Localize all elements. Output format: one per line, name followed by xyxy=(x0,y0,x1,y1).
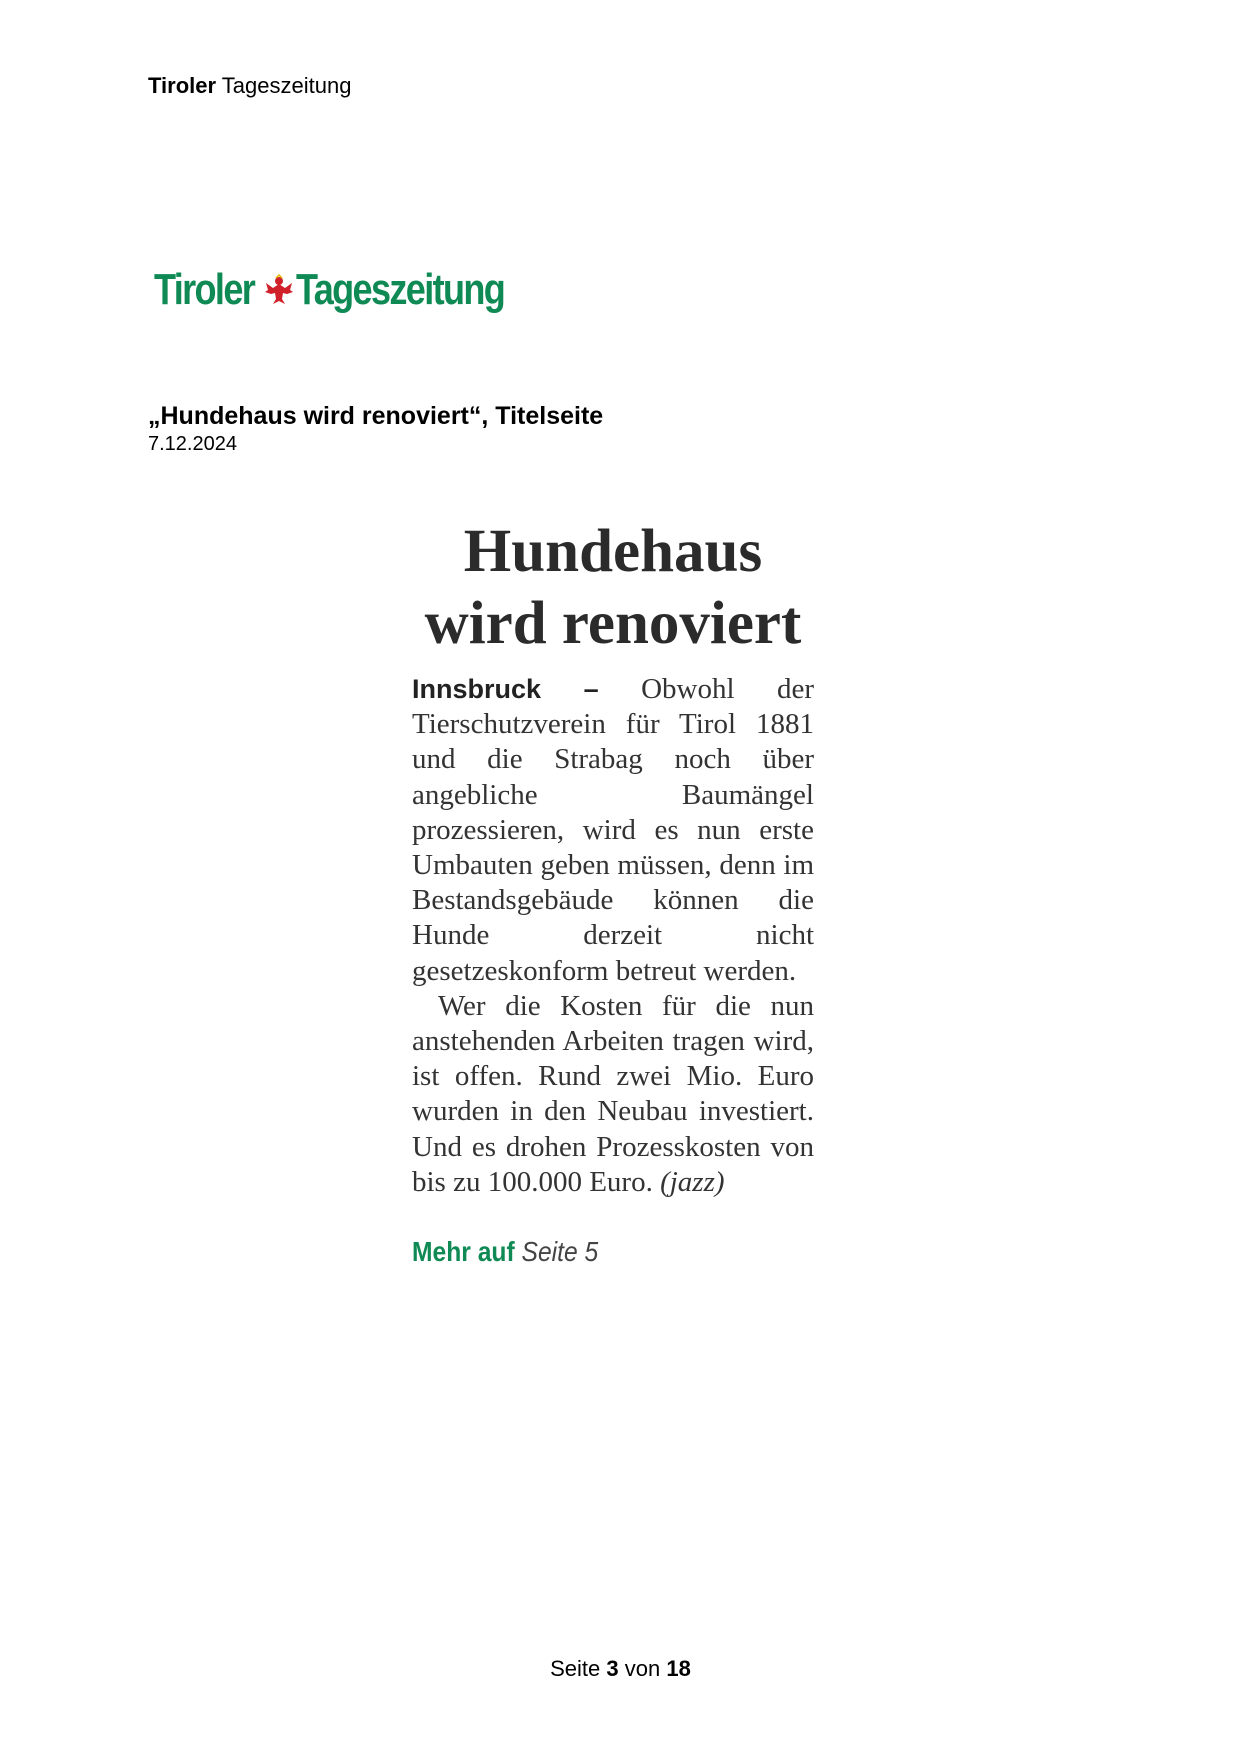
logo-word-2: Tageszeitung xyxy=(296,265,505,314)
more-page: Seite 5 xyxy=(521,1236,599,1268)
clipping-date: 7.12.2024 xyxy=(148,433,237,455)
tyrolean-eagle-icon xyxy=(264,274,294,306)
article-paragraph-2 xyxy=(412,989,814,1200)
running-head-bold: Tiroler xyxy=(148,73,217,98)
paragraph-1-text: Obwohl der Tierschutzverein für Tirol 1881 und die Strabag noch über angebliche Baumängel prozessieren, wird es nun erste Umbauten geben müssen, denn im Bestandsgebäude können die Hunde derzeit nicht gesetzeskonform betreut werden. xyxy=(412,673,814,987)
article-headline xyxy=(412,516,814,660)
article-paragraph-1 xyxy=(412,672,814,989)
more-reference xyxy=(412,1236,766,1268)
running-head-regular: Tageszeitung xyxy=(221,73,352,98)
headline-line-1: Hundehaus xyxy=(463,518,763,585)
logo-word-1: Tiroler xyxy=(154,265,255,314)
clipping-title: „Hundehaus wird renoviert“, Titelseite xyxy=(148,402,604,430)
article-author: (jazz) xyxy=(660,1165,725,1198)
article-clipping xyxy=(412,516,814,1268)
paragraph-2-text: Wer die Kosten für die nun anstehenden Arbeiten tragen wird, ist offen. Rund zwei Mio. Euro wurden in den Neubau investiert. Und es drohen Prozesskosten von bis zu 100.000 Euro. xyxy=(412,989,814,1198)
article-dateline: Innsbruck – xyxy=(412,674,599,704)
headline-line-2: wird renoviert xyxy=(424,590,802,657)
page-footer xyxy=(0,1656,1241,1682)
more-label: Mehr auf xyxy=(412,1236,515,1268)
footer-current-page: 3 xyxy=(606,1656,619,1681)
footer-middle: von xyxy=(624,1656,661,1681)
article-body xyxy=(412,672,814,1200)
footer-total-pages: 18 xyxy=(666,1656,691,1681)
running-head xyxy=(148,73,351,99)
newspaper-logo xyxy=(154,262,506,318)
footer-prefix: Seite xyxy=(550,1656,601,1681)
